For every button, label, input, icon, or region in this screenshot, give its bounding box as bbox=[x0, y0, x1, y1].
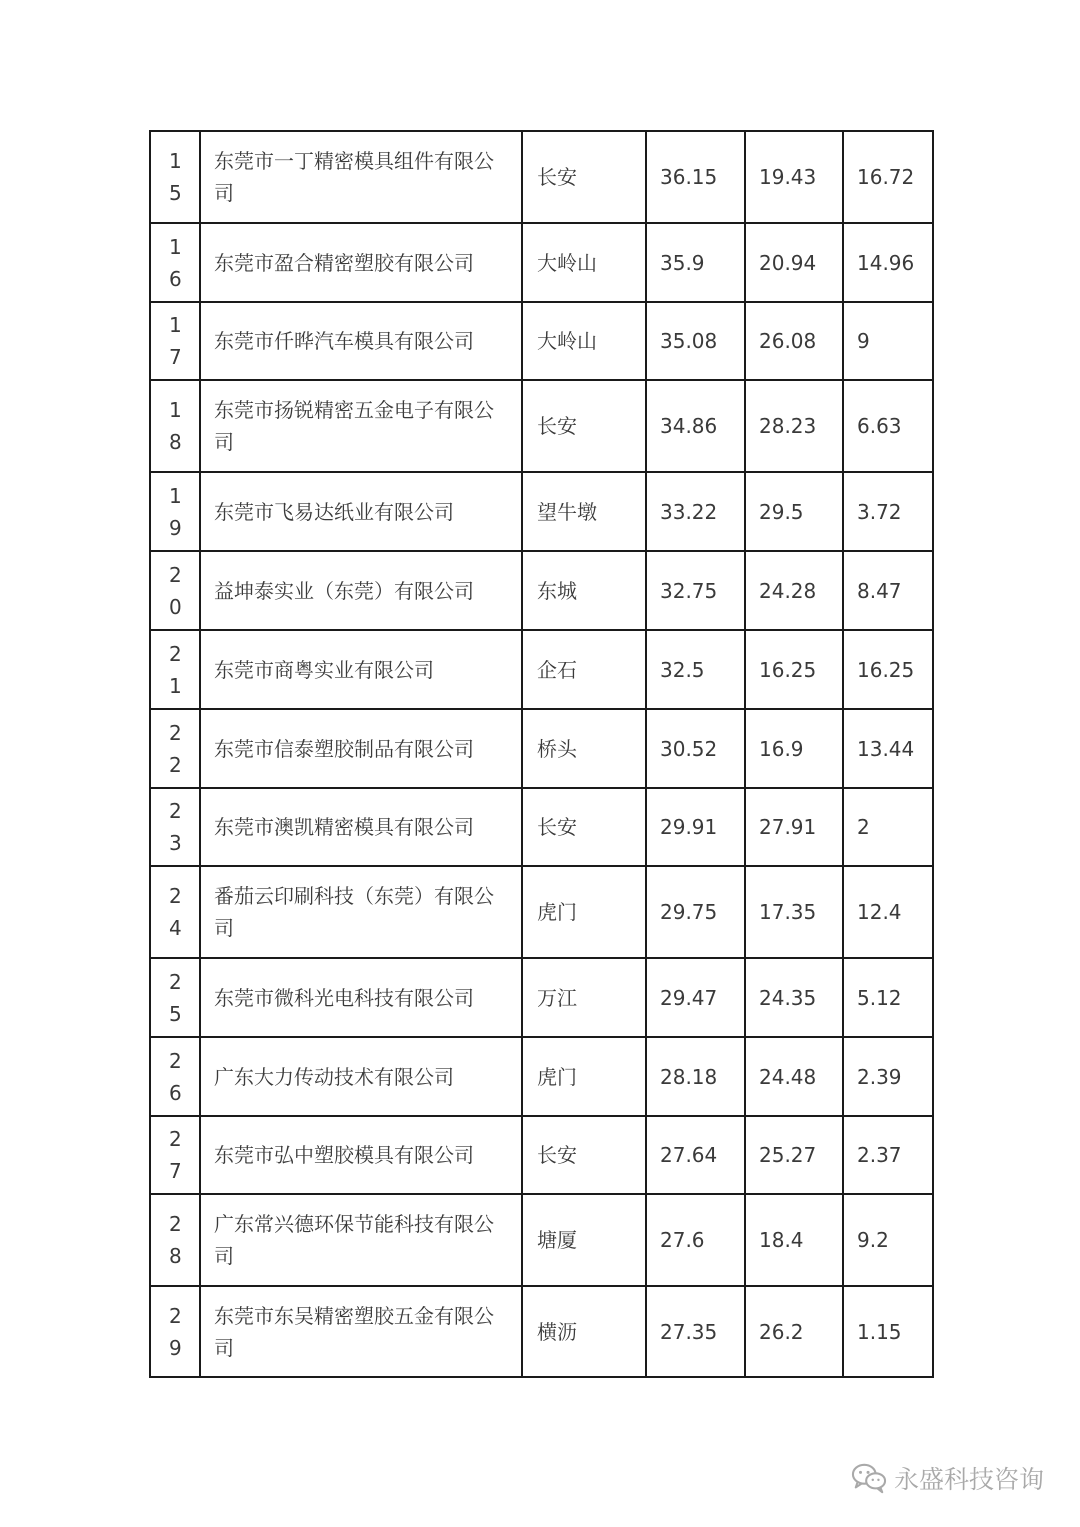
total-score-cell-text: 28.18 bbox=[660, 1064, 718, 1089]
rank-cell-text: 25 bbox=[169, 969, 182, 1026]
score-b-cell-text: 9.2 bbox=[857, 1228, 889, 1252]
rank-cell bbox=[150, 1286, 200, 1377]
company-cell bbox=[200, 223, 522, 302]
town-cell bbox=[522, 630, 646, 709]
score-b-cell bbox=[843, 380, 933, 472]
rank-cell bbox=[150, 223, 200, 302]
score-b-cell-text: 12.4 bbox=[857, 900, 902, 924]
score-a-cell-text: 27.91 bbox=[759, 815, 817, 839]
total-score-cell bbox=[646, 472, 745, 551]
total-score-cell bbox=[646, 1116, 745, 1194]
total-score-cell-text: 29.75 bbox=[660, 900, 718, 924]
score-a-cell bbox=[745, 1116, 843, 1194]
watermark bbox=[850, 1458, 1044, 1498]
total-score-cell-text: 29.47 bbox=[660, 985, 718, 1010]
score-a-cell-text: 17.35 bbox=[759, 900, 817, 924]
score-b-cell-text: 5.12 bbox=[857, 985, 902, 1010]
score-a-cell-text: 24.48 bbox=[759, 1064, 817, 1089]
total-score-cell bbox=[646, 709, 745, 788]
table-row bbox=[150, 551, 933, 630]
town-cell bbox=[522, 1286, 646, 1377]
rank-cell bbox=[150, 131, 200, 223]
score-b-cell bbox=[843, 866, 933, 958]
town-cell-text: 东城 bbox=[537, 578, 577, 603]
table-row bbox=[150, 630, 933, 709]
table-row bbox=[150, 380, 933, 472]
total-score-cell bbox=[646, 1286, 745, 1377]
score-a-cell bbox=[745, 788, 843, 866]
company-cell bbox=[200, 788, 522, 866]
company-cell bbox=[200, 1037, 522, 1116]
score-b-cell bbox=[843, 1286, 933, 1377]
table-row bbox=[150, 866, 933, 958]
company-cell-text: 东莞市商粤实业有限公司 bbox=[214, 657, 434, 682]
total-score-cell bbox=[646, 1037, 745, 1116]
score-a-cell-text: 29.5 bbox=[759, 499, 804, 524]
rank-cell bbox=[150, 788, 200, 866]
rank-cell bbox=[150, 709, 200, 788]
rank-cell-text: 27 bbox=[169, 1127, 182, 1183]
score-a-cell-text: 16.9 bbox=[759, 736, 804, 761]
rank-cell-text: 21 bbox=[169, 641, 182, 698]
score-b-cell bbox=[843, 223, 933, 302]
score-b-cell-text: 16.72 bbox=[857, 165, 915, 189]
company-cell-text: 东莞市盈合精密塑胶有限公司 bbox=[214, 250, 474, 275]
total-score-cell bbox=[646, 630, 745, 709]
company-cell-text: 东莞市飞易达纸业有限公司 bbox=[214, 499, 454, 524]
rank-cell bbox=[150, 380, 200, 472]
score-b-cell bbox=[843, 302, 933, 380]
rank-cell bbox=[150, 302, 200, 380]
town-cell-text: 长安 bbox=[537, 1143, 577, 1167]
town-cell-text: 横沥 bbox=[537, 1319, 577, 1344]
company-cell bbox=[200, 958, 522, 1037]
company-cell-text: 益坤泰实业（东莞）有限公司 bbox=[214, 578, 474, 603]
company-cell bbox=[200, 1194, 522, 1286]
score-b-cell bbox=[843, 709, 933, 788]
total-score-cell-text: 32.5 bbox=[660, 657, 705, 682]
wechat-icon bbox=[850, 1461, 888, 1495]
rank-cell bbox=[150, 1037, 200, 1116]
company-cell bbox=[200, 709, 522, 788]
company-cell-text: 东莞市弘中塑胶模具有限公司 bbox=[214, 1143, 474, 1167]
total-score-cell bbox=[646, 788, 745, 866]
company-cell bbox=[200, 630, 522, 709]
score-a-cell-text: 28.23 bbox=[759, 414, 817, 438]
ranking-table bbox=[149, 130, 934, 1378]
score-b-cell-text: 9 bbox=[857, 329, 870, 353]
town-cell-text: 大岭山 bbox=[537, 250, 597, 275]
score-a-cell bbox=[745, 866, 843, 958]
company-cell bbox=[200, 131, 522, 223]
table-row bbox=[150, 472, 933, 551]
score-a-cell bbox=[745, 1194, 843, 1286]
score-b-cell bbox=[843, 958, 933, 1037]
company-cell-text: 东莞市一丁精密模具组件有限公司 bbox=[214, 149, 494, 205]
town-cell bbox=[522, 788, 646, 866]
total-score-cell-text: 30.52 bbox=[660, 736, 718, 761]
total-score-cell-text: 35.9 bbox=[660, 250, 705, 275]
rank-cell-text: 26 bbox=[169, 1048, 182, 1105]
rank-cell-text: 15 bbox=[169, 149, 182, 205]
score-b-cell-text: 6.63 bbox=[857, 414, 902, 438]
score-a-cell-text: 25.27 bbox=[759, 1143, 817, 1167]
table-row bbox=[150, 788, 933, 866]
town-cell bbox=[522, 380, 646, 472]
score-a-cell bbox=[745, 302, 843, 380]
town-cell bbox=[522, 1116, 646, 1194]
rank-cell bbox=[150, 958, 200, 1037]
score-b-cell bbox=[843, 1194, 933, 1286]
total-score-cell-text: 35.08 bbox=[660, 329, 718, 353]
town-cell-text: 望牛墩 bbox=[537, 499, 597, 524]
score-a-cell bbox=[745, 223, 843, 302]
table-row bbox=[150, 958, 933, 1037]
company-cell bbox=[200, 866, 522, 958]
score-b-cell-text: 16.25 bbox=[857, 657, 915, 682]
table-row bbox=[150, 1037, 933, 1116]
town-cell bbox=[522, 131, 646, 223]
rank-cell-text: 17 bbox=[169, 313, 182, 369]
total-score-cell-text: 32.75 bbox=[660, 578, 718, 603]
rank-cell bbox=[150, 1116, 200, 1194]
rank-cell-text: 16 bbox=[169, 234, 182, 291]
company-cell bbox=[200, 380, 522, 472]
score-a-cell bbox=[745, 551, 843, 630]
score-a-cell-text: 26.2 bbox=[759, 1319, 804, 1344]
score-b-cell-text: 2.39 bbox=[857, 1064, 902, 1089]
company-cell-text: 东莞市仟晔汽车模具有限公司 bbox=[214, 329, 474, 353]
town-cell bbox=[522, 223, 646, 302]
total-score-cell-text: 27.35 bbox=[660, 1319, 718, 1344]
town-cell-text: 大岭山 bbox=[537, 329, 597, 353]
company-cell bbox=[200, 1286, 522, 1377]
town-cell-text: 虎门 bbox=[537, 900, 577, 924]
score-a-cell-text: 19.43 bbox=[759, 165, 817, 189]
score-b-cell-text: 13.44 bbox=[857, 736, 915, 761]
score-b-cell-text: 8.47 bbox=[857, 578, 902, 603]
total-score-cell bbox=[646, 551, 745, 630]
total-score-cell-text: 36.15 bbox=[660, 165, 718, 189]
table-row bbox=[150, 1286, 933, 1377]
score-b-cell bbox=[843, 1116, 933, 1194]
total-score-cell bbox=[646, 302, 745, 380]
total-score-cell-text: 27.6 bbox=[660, 1228, 705, 1252]
company-cell-text: 东莞市信泰塑胶制品有限公司 bbox=[214, 736, 474, 761]
table-row bbox=[150, 131, 933, 223]
score-a-cell bbox=[745, 1286, 843, 1377]
table-row bbox=[150, 1194, 933, 1286]
rank-cell-text: 19 bbox=[169, 483, 182, 540]
company-cell-text: 广东常兴德环保节能科技有限公司 bbox=[214, 1212, 494, 1268]
rank-cell-text: 28 bbox=[169, 1212, 182, 1268]
score-a-cell-text: 18.4 bbox=[759, 1228, 804, 1252]
company-cell-text: 东莞市东吴精密塑胶五金有限公司 bbox=[214, 1303, 494, 1360]
score-b-cell bbox=[843, 1037, 933, 1116]
table-body bbox=[150, 131, 933, 1377]
rank-cell-text: 20 bbox=[169, 562, 182, 619]
town-cell-text: 长安 bbox=[537, 165, 577, 189]
score-a-cell bbox=[745, 380, 843, 472]
company-cell bbox=[200, 551, 522, 630]
rank-cell-text: 18 bbox=[169, 398, 182, 454]
score-a-cell-text: 26.08 bbox=[759, 329, 817, 353]
company-cell bbox=[200, 472, 522, 551]
score-b-cell-text: 1.15 bbox=[857, 1319, 902, 1344]
town-cell bbox=[522, 1037, 646, 1116]
rank-cell-text: 22 bbox=[169, 720, 182, 777]
rank-cell-text: 29 bbox=[169, 1303, 182, 1360]
total-score-cell bbox=[646, 380, 745, 472]
total-score-cell bbox=[646, 958, 745, 1037]
total-score-cell bbox=[646, 1194, 745, 1286]
town-cell-text: 企石 bbox=[537, 657, 577, 682]
score-b-cell bbox=[843, 788, 933, 866]
score-b-cell-text: 2.37 bbox=[857, 1143, 902, 1167]
score-a-cell-text: 20.94 bbox=[759, 250, 817, 275]
town-cell-text: 桥头 bbox=[537, 736, 577, 761]
town-cell-text: 塘厦 bbox=[537, 1228, 577, 1252]
score-a-cell bbox=[745, 131, 843, 223]
table-row bbox=[150, 1116, 933, 1194]
company-cell-text: 东莞市扬锐精密五金电子有限公司 bbox=[214, 398, 494, 454]
town-cell-text: 长安 bbox=[537, 815, 577, 839]
table-row bbox=[150, 709, 933, 788]
company-cell-text: 东莞市澳凯精密模具有限公司 bbox=[214, 815, 474, 839]
score-b-cell bbox=[843, 630, 933, 709]
rank-cell bbox=[150, 472, 200, 551]
town-cell-text: 万江 bbox=[537, 985, 577, 1010]
town-cell bbox=[522, 866, 646, 958]
score-b-cell bbox=[843, 472, 933, 551]
town-cell bbox=[522, 302, 646, 380]
score-a-cell-text: 24.28 bbox=[759, 578, 817, 603]
company-cell-text: 东莞市微科光电科技有限公司 bbox=[214, 985, 474, 1010]
score-a-cell bbox=[745, 472, 843, 551]
score-a-cell bbox=[745, 709, 843, 788]
score-a-cell bbox=[745, 958, 843, 1037]
table-row bbox=[150, 223, 933, 302]
company-cell-text: 广东大力传动技术有限公司 bbox=[214, 1064, 454, 1089]
total-score-cell-text: 29.91 bbox=[660, 815, 718, 839]
watermark-text: 永盛科技咨询 bbox=[893, 1465, 1044, 1494]
town-cell-text: 长安 bbox=[537, 414, 577, 438]
town-cell bbox=[522, 551, 646, 630]
score-a-cell-text: 16.25 bbox=[759, 657, 817, 682]
town-cell bbox=[522, 958, 646, 1037]
total-score-cell-text: 27.64 bbox=[660, 1143, 718, 1167]
rank-cell bbox=[150, 1194, 200, 1286]
score-b-cell-text: 3.72 bbox=[857, 499, 902, 524]
company-cell bbox=[200, 302, 522, 380]
total-score-cell bbox=[646, 866, 745, 958]
rank-cell bbox=[150, 630, 200, 709]
score-b-cell bbox=[843, 131, 933, 223]
score-a-cell bbox=[745, 630, 843, 709]
total-score-cell bbox=[646, 223, 745, 302]
score-b-cell-text: 2 bbox=[857, 815, 870, 839]
company-cell bbox=[200, 1116, 522, 1194]
town-cell bbox=[522, 709, 646, 788]
town-cell-text: 虎门 bbox=[537, 1064, 577, 1089]
rank-cell bbox=[150, 551, 200, 630]
score-b-cell-text: 14.96 bbox=[857, 250, 915, 275]
total-score-cell bbox=[646, 131, 745, 223]
score-b-cell bbox=[843, 551, 933, 630]
score-a-cell-text: 24.35 bbox=[759, 985, 817, 1010]
company-cell-text: 番茄云印刷科技（东莞）有限公司 bbox=[214, 884, 494, 940]
rank-cell-text: 23 bbox=[169, 799, 182, 855]
table-row bbox=[150, 302, 933, 380]
rank-cell bbox=[150, 866, 200, 958]
total-score-cell-text: 33.22 bbox=[660, 499, 718, 524]
total-score-cell-text: 34.86 bbox=[660, 414, 718, 438]
rank-cell-text: 24 bbox=[169, 884, 182, 940]
town-cell bbox=[522, 1194, 646, 1286]
score-a-cell bbox=[745, 1037, 843, 1116]
town-cell bbox=[522, 472, 646, 551]
